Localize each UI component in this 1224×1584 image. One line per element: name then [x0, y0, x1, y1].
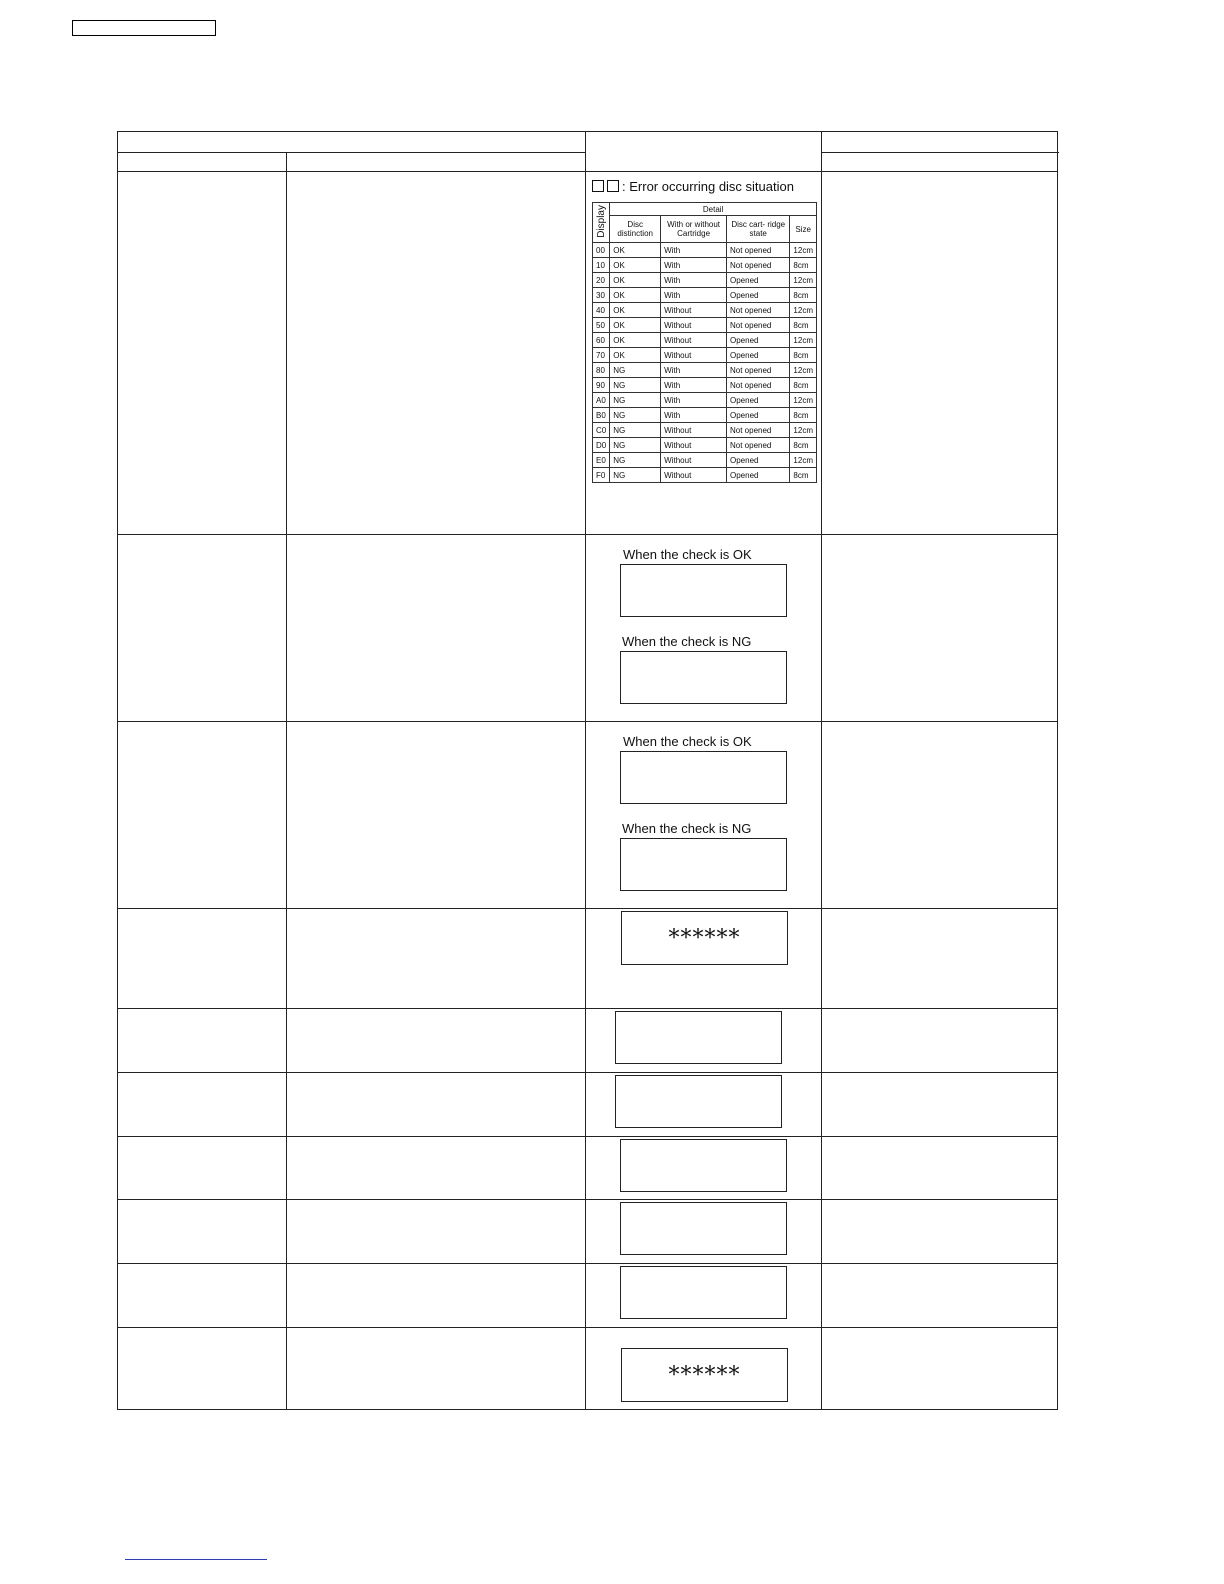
table-cell: Opened — [727, 333, 790, 348]
table-cell: 20 — [593, 273, 610, 288]
table-cell: With — [661, 408, 727, 423]
table-cell: Without — [661, 333, 727, 348]
table-row — [593, 333, 817, 348]
table-cell: Opened — [727, 348, 790, 363]
table-cell: NG — [610, 423, 661, 438]
table-row — [593, 423, 817, 438]
table-row — [593, 348, 817, 363]
detail-header: Detail — [610, 203, 817, 216]
display-box-stars — [621, 1348, 788, 1402]
error-detail-table — [592, 202, 817, 483]
display-box — [615, 1011, 782, 1064]
header-label-box — [72, 20, 216, 36]
row-divider — [118, 1008, 1057, 1009]
table-cell: A0 — [593, 393, 610, 408]
table-cell: Without — [661, 468, 727, 483]
row-divider — [118, 1136, 1057, 1137]
table-cell: 8cm — [790, 438, 817, 453]
table-cell: Not opened — [727, 318, 790, 333]
check-ok-label: When the check is OK — [623, 547, 752, 562]
column-header: Disc cart- ridge state — [727, 216, 790, 243]
check-ng-label: When the check is NG — [622, 821, 752, 836]
table-cell: Opened — [727, 288, 790, 303]
table-cell: B0 — [593, 408, 610, 423]
table-cell: OK — [610, 288, 661, 303]
table-cell: NG — [610, 453, 661, 468]
table-cell: OK — [610, 258, 661, 273]
table-cell: With — [661, 273, 727, 288]
table-row — [593, 363, 817, 378]
square-placeholder-icon — [592, 180, 604, 192]
table-cell: 8cm — [790, 408, 817, 423]
display-box-ok — [620, 751, 787, 804]
header-divider — [821, 152, 1059, 153]
table-cell: Without — [661, 453, 727, 468]
table-cell: Opened — [727, 393, 790, 408]
table-cell: 40 — [593, 303, 610, 318]
table-cell: Without — [661, 423, 727, 438]
table-cell: OK — [610, 273, 661, 288]
table-cell: 80 — [593, 363, 610, 378]
table-cell: NG — [610, 438, 661, 453]
table-row — [593, 408, 817, 423]
display-box-ok — [620, 564, 787, 617]
header-divider — [118, 152, 585, 153]
table-cell: 8cm — [790, 378, 817, 393]
table-cell: 70 — [593, 348, 610, 363]
table-cell: E0 — [593, 453, 610, 468]
table-cell: 8cm — [790, 258, 817, 273]
table-row — [593, 438, 817, 453]
table-cell: OK — [610, 318, 661, 333]
table-cell: 12cm — [790, 303, 817, 318]
table-cell: NG — [610, 408, 661, 423]
display-box — [620, 1139, 787, 1192]
table-row — [593, 303, 817, 318]
table-cell: Opened — [727, 273, 790, 288]
table-cell: Not opened — [727, 243, 790, 258]
row-divider — [118, 721, 1057, 722]
table-cell: F0 — [593, 468, 610, 483]
table-cell: 8cm — [790, 348, 817, 363]
table-cell: With — [661, 288, 727, 303]
table-row — [593, 243, 817, 258]
display-box — [620, 1266, 787, 1319]
column-divider — [286, 152, 287, 1409]
check-ng-label: When the check is NG — [622, 634, 752, 649]
table-cell: NG — [610, 393, 661, 408]
table-cell: Opened — [727, 453, 790, 468]
table-cell: 90 — [593, 378, 610, 393]
footer-link-underline[interactable] — [125, 1559, 267, 1560]
table-cell: 50 — [593, 318, 610, 333]
display-box-ng — [620, 838, 787, 891]
asterisk-display: ****** — [668, 1362, 741, 1388]
table-cell: With — [661, 378, 727, 393]
table-cell: 00 — [593, 243, 610, 258]
row-divider — [118, 908, 1057, 909]
table-cell: Not opened — [727, 423, 790, 438]
table-cell: Not opened — [727, 438, 790, 453]
table-row — [593, 453, 817, 468]
table-cell: With — [661, 393, 727, 408]
table-cell: NG — [610, 378, 661, 393]
table-cell: 12cm — [790, 393, 817, 408]
table-cell: OK — [610, 303, 661, 318]
display-box-ng — [620, 651, 787, 704]
table-row — [593, 273, 817, 288]
table-cell: 12cm — [790, 243, 817, 258]
table-cell: Without — [661, 318, 727, 333]
display-box — [620, 1202, 787, 1255]
table-cell: Opened — [727, 408, 790, 423]
table-cell: 8cm — [790, 288, 817, 303]
row-divider — [118, 1199, 1057, 1200]
row-divider — [118, 534, 1057, 535]
asterisk-display: ****** — [668, 925, 741, 951]
table-cell: 12cm — [790, 423, 817, 438]
header-bottom-line — [118, 171, 1057, 172]
table-cell: Not opened — [727, 303, 790, 318]
table-cell: OK — [610, 243, 661, 258]
column-header: With or without Cartridge — [661, 216, 727, 243]
table-cell: 12cm — [790, 453, 817, 468]
table-cell: With — [661, 363, 727, 378]
display-box — [615, 1075, 782, 1128]
error-section-title: : Error occurring disc situation — [592, 179, 794, 194]
display-header-cell: Display — [593, 203, 610, 243]
table-cell: 12cm — [790, 363, 817, 378]
table-cell: Opened — [727, 468, 790, 483]
table-row — [593, 393, 817, 408]
table-cell: 30 — [593, 288, 610, 303]
table-cell: NG — [610, 363, 661, 378]
table-cell: 12cm — [790, 273, 817, 288]
table-cell: Without — [661, 348, 727, 363]
display-box-stars — [621, 911, 788, 965]
table-row — [593, 318, 817, 333]
square-placeholder-icon — [607, 180, 619, 192]
table-cell: 10 — [593, 258, 610, 273]
table-row — [593, 258, 817, 273]
table-row — [593, 288, 817, 303]
table-cell: With — [661, 258, 727, 273]
column-divider — [821, 132, 822, 1409]
table-cell: Without — [661, 303, 727, 318]
table-row — [593, 378, 817, 393]
table-cell: 8cm — [790, 318, 817, 333]
check-ok-label: When the check is OK — [623, 734, 752, 749]
column-header: Disc distinction — [610, 216, 661, 243]
table-cell: 8cm — [790, 468, 817, 483]
table-cell: D0 — [593, 438, 610, 453]
table-cell: OK — [610, 333, 661, 348]
table-cell: Not opened — [727, 363, 790, 378]
table-cell: Not opened — [727, 378, 790, 393]
row-divider — [118, 1072, 1057, 1073]
row-divider — [118, 1327, 1057, 1328]
table-cell: C0 — [593, 423, 610, 438]
table-cell: Without — [661, 438, 727, 453]
table-cell: NG — [610, 468, 661, 483]
row-divider — [118, 1263, 1057, 1264]
table-cell: With — [661, 243, 727, 258]
table-cell: 60 — [593, 333, 610, 348]
table-cell: 12cm — [790, 333, 817, 348]
table-row — [593, 468, 817, 483]
column-header: Size — [790, 216, 817, 243]
service-mode-table — [117, 131, 1058, 1410]
table-cell: Not opened — [727, 258, 790, 273]
column-divider — [585, 132, 586, 1409]
table-cell: OK — [610, 348, 661, 363]
